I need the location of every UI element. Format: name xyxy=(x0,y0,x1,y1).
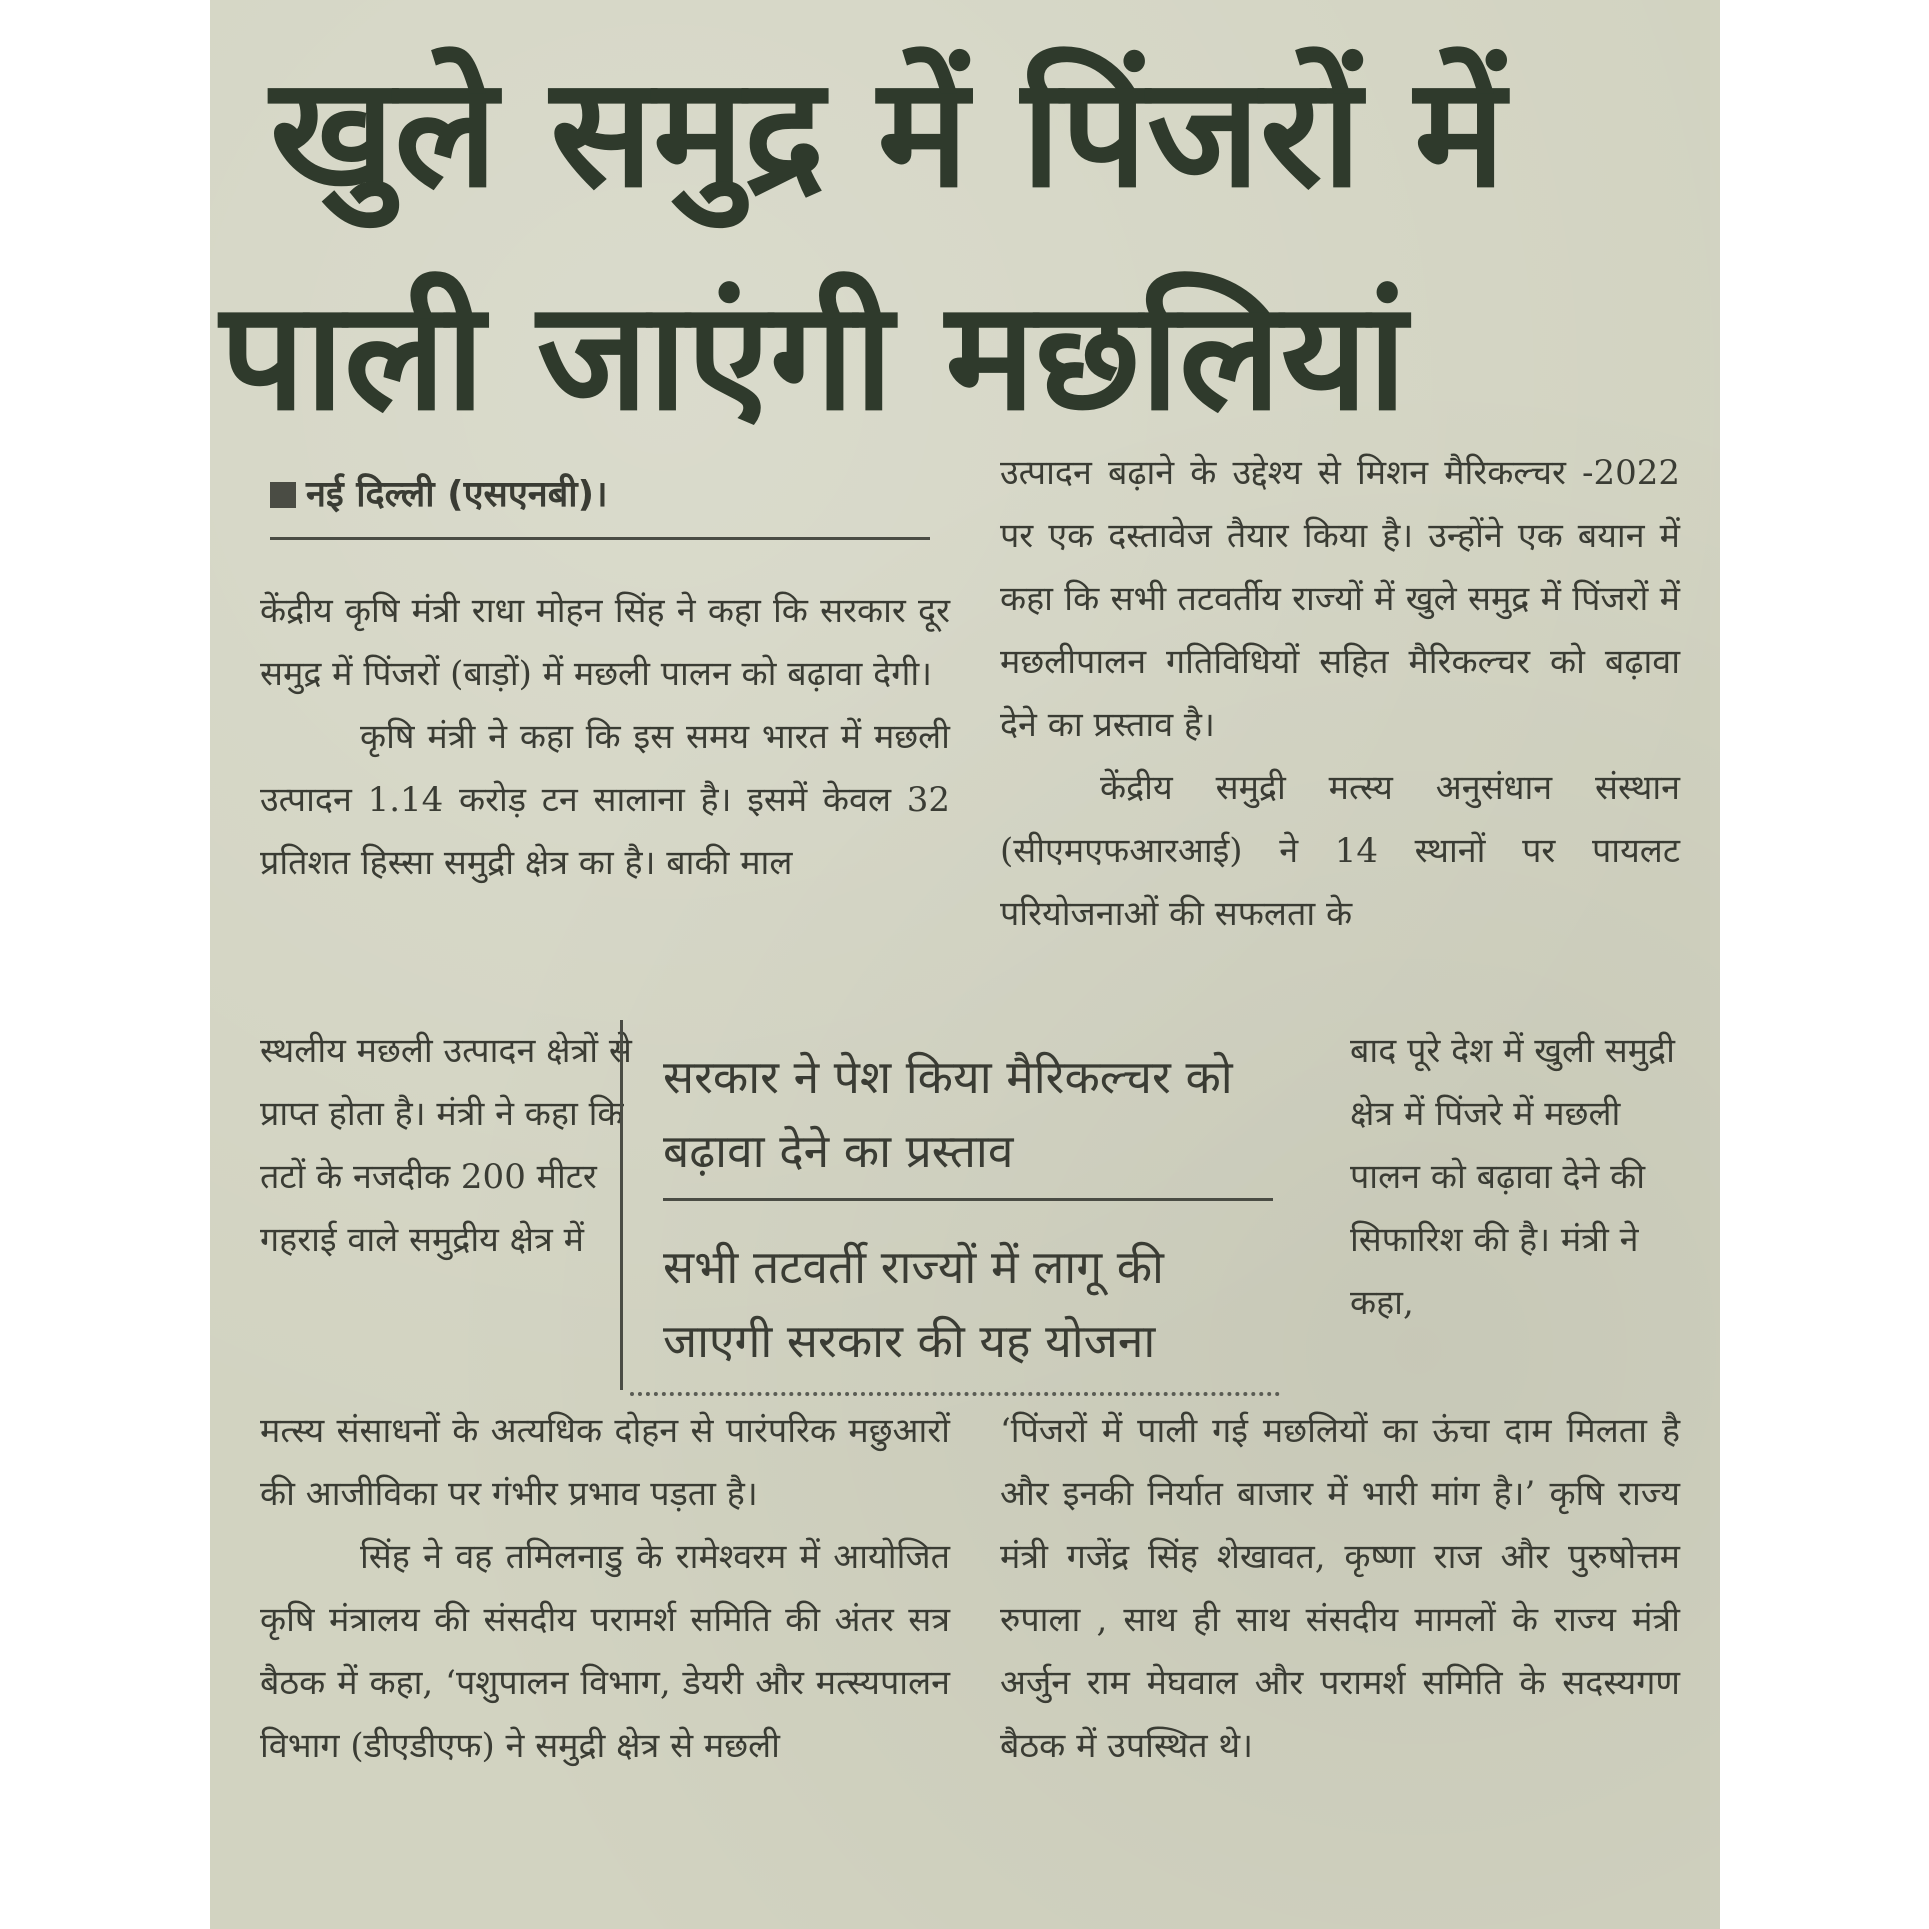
paragraph: केंद्रीय कृषि मंत्री राधा मोहन सिंह ने कहा कि सरकार दूर समुद्र में पिंजरों (बाड़ों) में मछली पालन को बढ़ावा देगी। xyxy=(260,591,950,694)
dateline-text: नई दिल्ली (एसएनबी)। xyxy=(306,474,608,515)
right-column-narrow xyxy=(1350,1020,1680,1335)
paragraph: सिंह ने वह तमिलनाडु के रामेश्वरम में आयोजित कृषि मंत्रालय की संसदीय परामर्श समिति की अंतर सत्र बैठक में कहा, ‘पशुपालन विभाग, डेयरी और मत्स्यपालन विभाग (डीएडीएफ) ने समुद्री क्षेत्र से मछली xyxy=(260,1537,950,1766)
paragraph: कृषि मंत्री ने कहा कि इस समय भारत में मछली उत्पादन 1.14 करोड़ टन सालाना है। इसमें केवल 32 प्रतिशत हिस्सा समुद्री क्षेत्र का है। बाकी माल xyxy=(260,717,950,883)
dotted-divider xyxy=(630,1392,1280,1396)
right-column-bottom xyxy=(1000,1400,1680,1778)
paragraph: उत्पादन बढ़ाने के उद्देश्य से मिशन मैरिकल्चर -2022 पर एक दस्तावेज तैयार किया है। उन्होंने एक बयान में कहा कि सभी तटवर्तीय राज्यों में खुले समुद्र में पिंजरों में मछलीपालन गतिविधियों सहित मैरिकल्चर को बढ़ावा देने का प्रस्ताव है। xyxy=(1000,453,1680,745)
pull-quote-box xyxy=(620,1020,1283,1390)
headline-line-1: खुले समुद्र में पिंजरों में xyxy=(270,44,1506,221)
headline-line-2: पाली जाएंगी मछलियां xyxy=(220,270,1407,444)
square-bullet-icon xyxy=(270,482,296,508)
paragraph: ‘पिंजरों में पाली गई मछलियों का ऊंचा दाम मिलता है और इनकी निर्यात बाजार में भारी मांग है।’ कृषि राज्य मंत्री गजेंद्र सिंह शेखावत, कृष्णा राज और पुरुषोत्तम रुपाला , साथ ही साथ संसदीय मामलों के राज्य मंत्री अर्जुन राम मेघवाल और परामर्श समिति के सदस्यगण बैठक में उपस्थित थे। xyxy=(1000,1411,1680,1766)
pull-quote-line-1: सरकार ने पेश किया मैरिकल्चर को बढ़ावा देने का प्रस्ताव xyxy=(663,1040,1273,1201)
left-column-top xyxy=(260,580,950,895)
newspaper-clipping xyxy=(210,0,1720,1929)
paragraph: केंद्रीय समुद्री मत्स्य अनुसंधान संस्थान (सीएमएफआरआई) ने 14 स्थानों पर पायलट परियोजनाओं की सफलता के xyxy=(1000,768,1680,934)
paragraph: स्थलीय मछली उत्पादन क्षेत्रों से प्राप्त होता है। मंत्री ने कहा कि तटों के नजदीक 200 मीटर गहराई वाले समुद्रीय क्षेत्र में xyxy=(260,1031,632,1260)
paragraph: बाद पूरे देश में खुली समुद्री क्षेत्र में पिंजरे में मछली पालन को बढ़ावा देने की सिफारिश की है। मंत्री ने कहा, xyxy=(1350,1031,1675,1323)
left-column-narrow xyxy=(260,1020,640,1272)
right-column-top xyxy=(1000,442,1680,946)
left-column-bottom xyxy=(260,1400,950,1778)
pull-quote-line-2: सभी तटवर्ती राज्यों में लागू की जाएगी सरकार की यह योजना xyxy=(663,1240,1164,1368)
dateline xyxy=(270,468,930,540)
paragraph: मत्स्य संसाधनों के अत्यधिक दोहन से पारंपरिक मछुआरों की आजीविका पर गंभीर प्रभाव पड़ता है। xyxy=(260,1411,950,1514)
